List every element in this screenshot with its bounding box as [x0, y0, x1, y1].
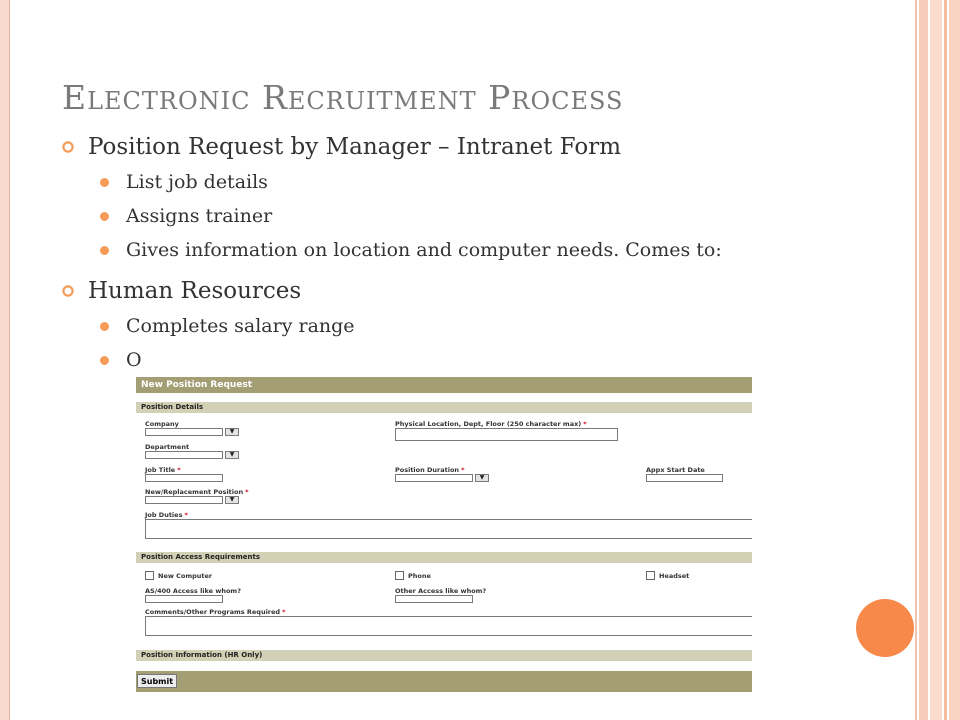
replacement-input[interactable]	[145, 496, 223, 504]
phone-label: Phone	[408, 572, 431, 580]
department-input[interactable]	[145, 451, 223, 459]
bullet-position-request	[62, 132, 822, 162]
physical-location-label: Physical Location, Dept, Floor (250 character max) *	[395, 420, 587, 428]
comments-label: Comments/Other Programs Required *	[145, 608, 286, 616]
job-duties-textarea[interactable]	[145, 519, 752, 539]
headset-label: Headset	[659, 572, 690, 580]
slide-title	[62, 78, 623, 117]
slide-title-text: ELECTRONIC RECRUITMENT PROCESS	[62, 78, 624, 117]
bullet-text: Human Resources	[88, 278, 302, 304]
submit-bar	[136, 671, 752, 692]
job-duties-label: Job Duties *	[145, 511, 188, 519]
start-date-label: Appx Start Date	[646, 466, 705, 474]
department-label: Department	[145, 443, 190, 451]
department-dropdown[interactable]: ▼	[225, 451, 239, 459]
sub-bullet-dot-icon	[100, 356, 109, 365]
section-access-requirements	[136, 552, 752, 563]
other-access-label: Other Access like whom?	[395, 587, 487, 595]
other-access-input[interactable]	[395, 595, 473, 603]
bullet-list	[62, 132, 822, 382]
sub-bullet	[62, 170, 822, 194]
new-computer-checkbox[interactable]	[145, 571, 154, 580]
sub-bullet-partially-hidden	[62, 348, 822, 372]
sub-bullet-text: List job details	[126, 171, 268, 193]
sub-bullet-text: O	[126, 349, 142, 371]
section-title: Position Access Requirements	[141, 553, 260, 561]
slide-left-border	[0, 0, 10, 720]
section-position-details	[136, 402, 752, 413]
position-duration-input[interactable]	[395, 474, 473, 482]
accent-circle	[856, 599, 914, 657]
sub-bullet-dot-icon	[100, 212, 109, 221]
as400-input[interactable]	[145, 595, 223, 603]
sub-bullet	[62, 204, 822, 228]
bullet-text: Position Request by Manager – Intranet Form	[88, 134, 621, 160]
form-title: New Position Request	[141, 380, 253, 390]
decorative-stripes	[915, 0, 960, 720]
headset-checkbox[interactable]	[646, 571, 655, 580]
physical-location-textarea[interactable]	[395, 428, 618, 441]
section-position-information	[136, 650, 752, 661]
sub-bullet-text: Completes salary range	[126, 315, 355, 337]
company-input[interactable]	[145, 428, 223, 436]
section-title: Position Information (HR Only)	[141, 651, 263, 659]
position-duration-dropdown[interactable]: ▼	[475, 474, 489, 482]
company-dropdown[interactable]: ▼	[225, 428, 239, 436]
bullet-marker-icon	[62, 285, 74, 297]
start-date-input[interactable]	[646, 474, 723, 482]
job-title-label: Job Title *	[145, 466, 181, 474]
sub-bullet-text: Assigns trainer	[126, 205, 273, 227]
comments-textarea[interactable]	[145, 616, 752, 636]
sub-bullet-text: Gives information on location and computer needs. Comes to:	[126, 239, 722, 261]
company-label: Company	[145, 420, 179, 428]
position-duration-label: Position Duration *	[395, 466, 465, 474]
replacement-dropdown[interactable]: ▼	[225, 496, 239, 504]
phone-checkbox[interactable]	[395, 571, 404, 580]
bullet-human-resources	[62, 276, 822, 306]
sub-bullet-dot-icon	[100, 246, 109, 255]
sub-bullet	[62, 314, 822, 338]
bullet-marker-icon	[62, 141, 74, 153]
job-title-input[interactable]	[145, 474, 223, 482]
submit-button[interactable]: Submit	[137, 674, 177, 688]
intranet-form-screenshot	[136, 377, 752, 692]
section-title: Position Details	[141, 403, 204, 411]
form-title-bar	[136, 377, 752, 393]
as400-label: AS/400 Access like whom?	[145, 587, 241, 595]
new-computer-label: New Computer	[158, 572, 213, 580]
sub-bullet	[62, 238, 822, 262]
sub-bullet-dot-icon	[100, 322, 109, 331]
sub-bullet-dot-icon	[100, 178, 109, 187]
replacement-label: New/Replacement Position *	[145, 488, 249, 496]
